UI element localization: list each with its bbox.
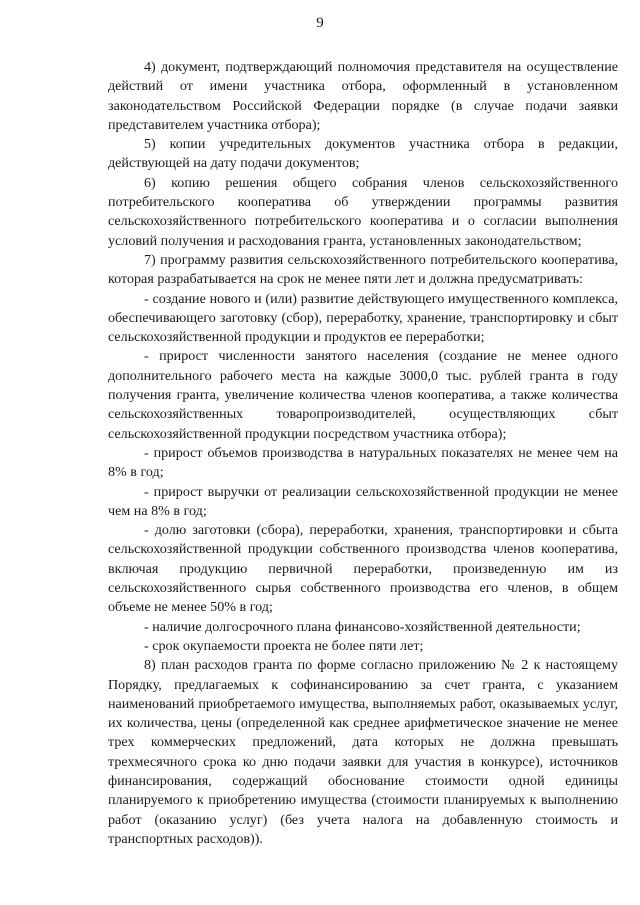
- program-requirement-long-term-plan: - наличие долгосрочного плана финансово-хозяйственной деятельности;: [144, 618, 581, 635]
- program-requirement-production-growth: - прирост объемов производства в натуральных показателях не менее чем на 8% в год;: [108, 444, 618, 481]
- paragraph-item-8: 8) план расходов гранта по форме согласно приложению № 2 к настоящему Порядку, предлагаемых к софинансированию за счет гранта, с указанием наименований приобретаемого имущества, выполняемых работ, оказываемых услуг, их количества, цены (определенной как среднее арифметическое значение не менее трех коммерческих предложений, дата которых не должна превышать трехмесячного срока ко дню подачи заявки для участия в конкурсе), источников финансирования, содержащий обоснование стоимости одной единицы планируемого к приобретению имущества (стоимости планируемых к выполнению работ (оказанию услуг) (без учета налога на добавленную стоимость и транспортных расходов)).: [108, 657, 618, 847]
- document-body: [108, 58, 618, 849]
- paragraph-item-5: 5) копии учредительных документов участника отбора в редакции, действующей на дату подачи документов;: [108, 136, 618, 172]
- page-number: 9: [316, 15, 324, 31]
- program-requirement-revenue-growth: - прирост выручки от реализации сельскохозяйственной продукции не менее чем на 8% в год;: [108, 483, 618, 519]
- program-requirement-employment-growth: - прирост численности занятого населения (создание не менее одного дополнительного рабочего места на каждые 3000,0 тыс. рублей гранта в году получения гранта, увеличение количества членов кооператива, а также количества сельскохозяйственных товаропроизводителей, осуществляющих сбыт сельскохозяйственной продукции посредством участника отбора);: [108, 348, 618, 442]
- paragraph-item-4: 4) документ, подтверждающий полномочия представителя на осуществление действий от имени участника отбора, оформленный в установленном законодательством Российской Федерации порядке (в случае подачи заявки представителем участника отбора);: [108, 59, 618, 133]
- program-requirement-property-complex: - создание нового и (или) развитие действующего имущественного комплекса, обеспечивающего заготовку (сбор), переработку, хранение, транспортировку и сбыт сельскохозяйственной продукции и продуктов ее переработки;: [108, 290, 618, 346]
- paragraph-item-6: 6) копию решения общего собрания членов сельскохозяйственного потребительского кооператива об утверждении программы развития сельскохозяйственного потребительского кооператива и о согласии выполнения условий получения и расходования гранта, установленных законодательством;: [108, 174, 618, 249]
- program-requirement-procurement-share: - долю заготовки (сбора), переработки, хранения, транспортировки и сбыта сельскохозяйственной продукции собственного производства членов кооператива, включая продукцию первичной переработки, произведенную им из сельскохозяйственного сырья собственного производства его членов, в общем объеме не менее 50% в год;: [108, 522, 618, 616]
- program-requirement-payback-period: - срок окупаемости проекта не более пяти лет;: [144, 637, 424, 654]
- paragraph-item-7: 7) программу развития сельскохозяйственного потребительского кооператива, которая разрабатывается на срок не менее пяти лет и должна предусматривать:: [108, 251, 618, 288]
